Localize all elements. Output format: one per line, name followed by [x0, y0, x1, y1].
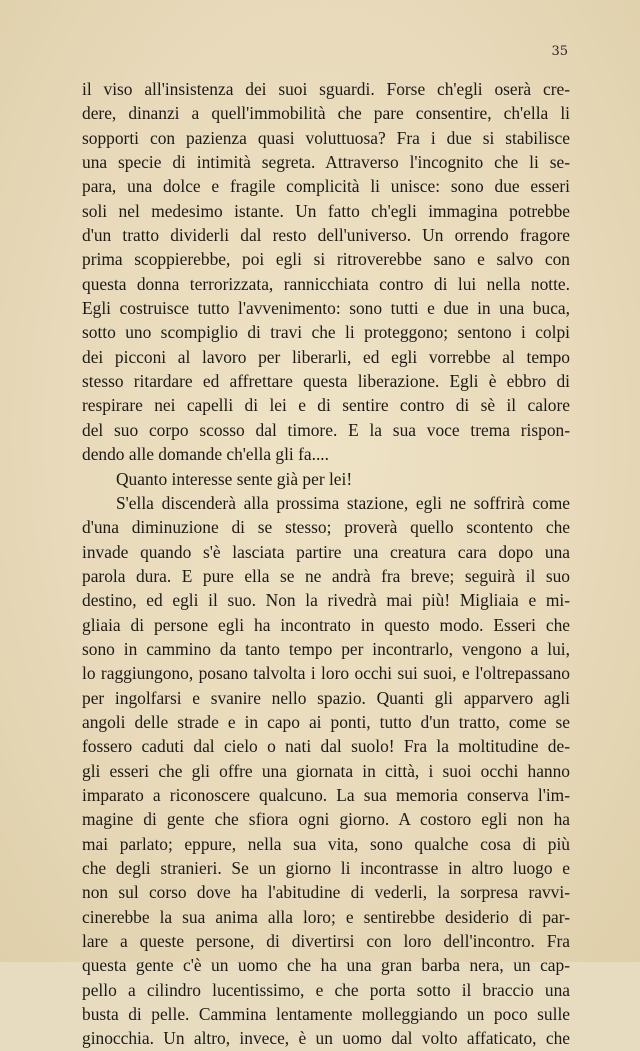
- text-line: angoli delle strade e in capo ai ponti, tutto d'un tratto, come se: [82, 711, 570, 732]
- text-line: prima scoppierebbe, poi egli si ritroverebbe sano e salvo con: [82, 249, 570, 270]
- text-line: dendo alle domande ch'ella gli fa....: [82, 444, 329, 465]
- text-line: dere, dinanzi a quell'immobilità che pare consentire, ch'ella li: [82, 103, 570, 124]
- text-line: non sul corso dove ha l'abitudine di vederli, la sorpresa ravvi-: [82, 882, 570, 903]
- text-line: pello a cilindro lucentissimo, e che porta sotto il braccio una: [82, 979, 570, 1000]
- text-line: parola dura. E pure ella se ne andrà fra breve; seguirà il suo: [82, 565, 570, 586]
- text-line: magine di gente che sfiora ogni giorno. A costoro egli non ha: [82, 809, 570, 830]
- text-line: gli esseri che gli offre una giornata in città, i suoi occhi hanno: [82, 760, 570, 781]
- text-line: mai parlato; eppure, nella sua vita, sono qualche cosa di più: [82, 833, 570, 854]
- text-line: S'ella discenderà alla prossima stazione, egli ne soffrirà come: [116, 492, 570, 513]
- text-line: sono in cammino da tanto tempo per incontrarlo, vengono a lui,: [82, 638, 570, 659]
- text-line: lo raggiungono, posano talvolta i loro occhi sui suoi, e l'oltrepassano: [82, 663, 570, 684]
- text-line: d'una diminuzione di se stesso; proverà quello scontento che: [82, 517, 570, 538]
- text-line: cinerebbe la sua anima alla loro; e sentirebbe desiderio di par-: [82, 906, 570, 927]
- text-line: invade quando s'è lasciata partire una creatura cara dopo una: [82, 541, 570, 562]
- text-line: stesso ritardare ed affrettare questa liberazione. Egli è ebbro di: [82, 371, 570, 392]
- text-line: sopporti con pazienza quasi voluttuosa? Fra i due si stabilisce: [82, 127, 570, 148]
- text-line: questa gente c'è un uomo che ha una gran barba nera, un cap-: [82, 955, 570, 976]
- text-line: soli nel medesimo istante. Un fatto ch'egli immagina potrebbe: [82, 200, 570, 221]
- text-line: ginocchia. Un altro, invece, è un uomo dal volto affaticato, che: [82, 1028, 570, 1049]
- text-line: per ingolfarsi e svanire nello spazio. Quanti gli apparvero agli: [82, 687, 570, 708]
- text-line: dei picconi al lavoro per liberarli, ed egli vorrebbe al tempo: [82, 346, 570, 367]
- text-line: d'un tratto dividerli dal resto dell'universo. Un orrendo fragore: [82, 225, 570, 246]
- text-line: del suo corpo scosso dal timore. E la sua voce trema rispon-: [82, 419, 570, 440]
- text-line: lare a queste persone, di divertirsi con loro dell'incontro. Fra: [82, 931, 570, 952]
- text-line: fossero caduti dal cielo o nati dal suolo! Fra la moltitudine de-: [82, 736, 570, 757]
- text-line: una specie di intimità segreta. Attraverso l'incognito che li se-: [82, 152, 570, 173]
- page-number: 35: [551, 44, 568, 59]
- text-line: questa donna terrorizzata, rannicchiata contro di lui nella notte.: [82, 273, 570, 294]
- text-line: respirare nei capelli di lei e di sentire contro di sè il calore: [82, 395, 570, 416]
- text-line: che degli stranieri. Se un giorno li incontrasse in altro luogo e: [82, 858, 570, 878]
- text-line: sotto uno scompiglio di travi che li proteggono; sentono i colpi: [82, 322, 570, 343]
- text-line: Egli costruisce tutto l'avvenimento: sono tutti e due in una buca,: [82, 298, 570, 319]
- text-line: Quanto interesse sente già per lei!: [116, 468, 353, 489]
- text-line: gliaia di persone egli ha incontrato in questo modo. Esseri che: [82, 614, 570, 635]
- text-line: para, una dolce e fragile complicità li unisce: sono due esseri: [82, 176, 570, 197]
- text-line: il viso all'insistenza dei suoi sguardi. Forse ch'egli oserà cre-: [82, 79, 570, 99]
- text-line: destino, ed egli il suo. Non la rivedrà mai più! Migliaia e mi-: [82, 590, 570, 611]
- text-line: imparato a riconoscere qualcuno. La sua memoria conserva l'im-: [82, 784, 570, 805]
- body-text: [82, 77, 570, 1051]
- text-line: busta di pelle. Cammina lentamente molleggiando un poco sulle: [82, 1004, 570, 1025]
